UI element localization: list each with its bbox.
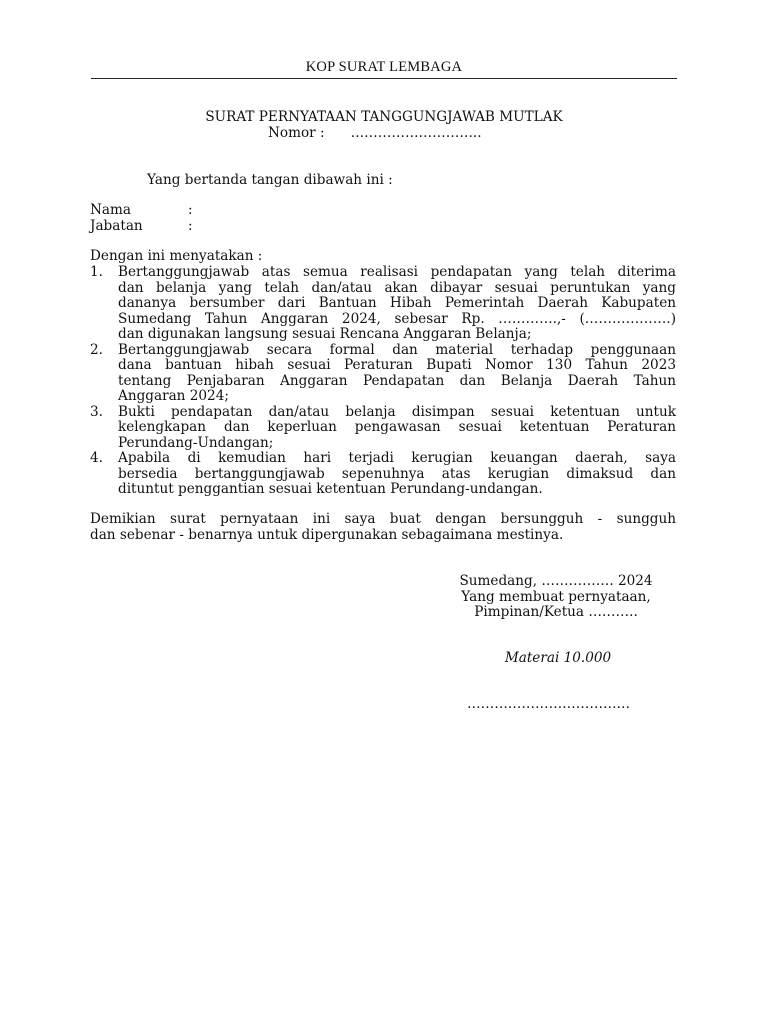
list-item-number: 3. <box>90 403 103 420</box>
closing-line: Demikian surat pernyataan ini saya buat dengan bersungguh - sungguh <box>90 511 676 527</box>
field-nama <box>90 202 193 219</box>
list-item <box>90 343 676 405</box>
list-item-line: Bertanggungjawab secara formal dan material terhadap penggunaan <box>118 341 676 358</box>
list-item-line: Apabila di kemudian hari terjadi kerugian keuangan daerah, saya <box>118 450 676 466</box>
list-item-line: dana bantuan hibah sesuai Peraturan Bupati Nomor 130 Tahun 2023 <box>118 357 676 373</box>
letterhead-title: KOP SURAT LEMBAGA <box>305 59 463 75</box>
signature-maker: Yang membuat pernyataan, <box>461 589 651 605</box>
list-item-number: 1. <box>90 264 103 280</box>
opening-statement: Yang bertanda tangan dibawah ini : <box>147 172 393 188</box>
list-item-line: bersedia bertanggungjawab sepenuhnya atas kerugian dimaksud dan <box>118 465 676 482</box>
list-item <box>90 451 676 498</box>
list-item-number: 2. <box>90 341 103 358</box>
closing-line: dan sebenar - benarnya untuk dipergunakan sebagaimana mestinya. <box>90 526 564 543</box>
stamp-duty-label: Materai 10.000 <box>504 650 612 666</box>
list-item <box>90 405 676 452</box>
list-item-line: dan digunakan langsung sesuai Rencana Anggaran Belanja; <box>118 326 532 342</box>
list-item-line: dananya bersumber dari Bantuan Hibah Pemerintah Daerah Kabupaten <box>118 295 676 311</box>
signature-position: Pimpinan/Ketua ……….. <box>474 604 638 620</box>
field-jabatan <box>90 218 193 235</box>
field-nama-colon: : <box>188 202 193 218</box>
document-number-value: ……………………….. <box>350 125 482 141</box>
signature-place-date: Sumedang, ……………. 2024 <box>459 573 653 589</box>
signature-name-line: ……………………………… <box>467 696 631 712</box>
list-item-line: Anggaran 2024; <box>118 388 229 404</box>
document-number <box>268 126 482 142</box>
field-jabatan-label: Jabatan <box>90 218 143 234</box>
closing-paragraph <box>90 512 676 543</box>
document-number-label: Nomor : <box>268 125 325 141</box>
list-item-line: Perundang-Undangan; <box>118 434 274 451</box>
list-item-line: dituntut penggantian sesuai ketentuan Perundang-undangan. <box>118 481 543 497</box>
list-item-line: Bukti pendapatan dan/atau belanja disimpan sesuai ketentuan untuk <box>118 403 676 420</box>
field-nama-label: Nama <box>90 202 131 218</box>
list-item-number: 4. <box>90 450 103 466</box>
declaration-list <box>90 265 676 498</box>
letterhead-divider <box>91 78 677 79</box>
field-jabatan-colon: : <box>188 218 193 234</box>
list-item-line: tentang Penjabaran Anggaran Pendapatan dan Belanja Daerah Tahun <box>118 372 676 389</box>
list-item-line: kelengkapan dan keperluan pengawasan sesuai ketentuan Peraturan <box>118 419 676 435</box>
list-item-line: Sumedang Tahun Anggaran 2024, sebesar Rp. ………….,- (……………….) <box>118 310 676 327</box>
document-title: SURAT PERNYATAAN TANGGUNGJAWAB MUTLAK <box>205 109 563 125</box>
list-item-line: Bertanggungjawab atas semua realisasi pendapatan yang telah diterima <box>118 264 676 280</box>
declaration-intro: Dengan ini menyatakan : <box>90 248 263 264</box>
list-item-line: dan belanja yang telah dan/atau akan dibayar sesuai peruntukan yang <box>118 279 676 296</box>
list-item <box>90 265 676 343</box>
